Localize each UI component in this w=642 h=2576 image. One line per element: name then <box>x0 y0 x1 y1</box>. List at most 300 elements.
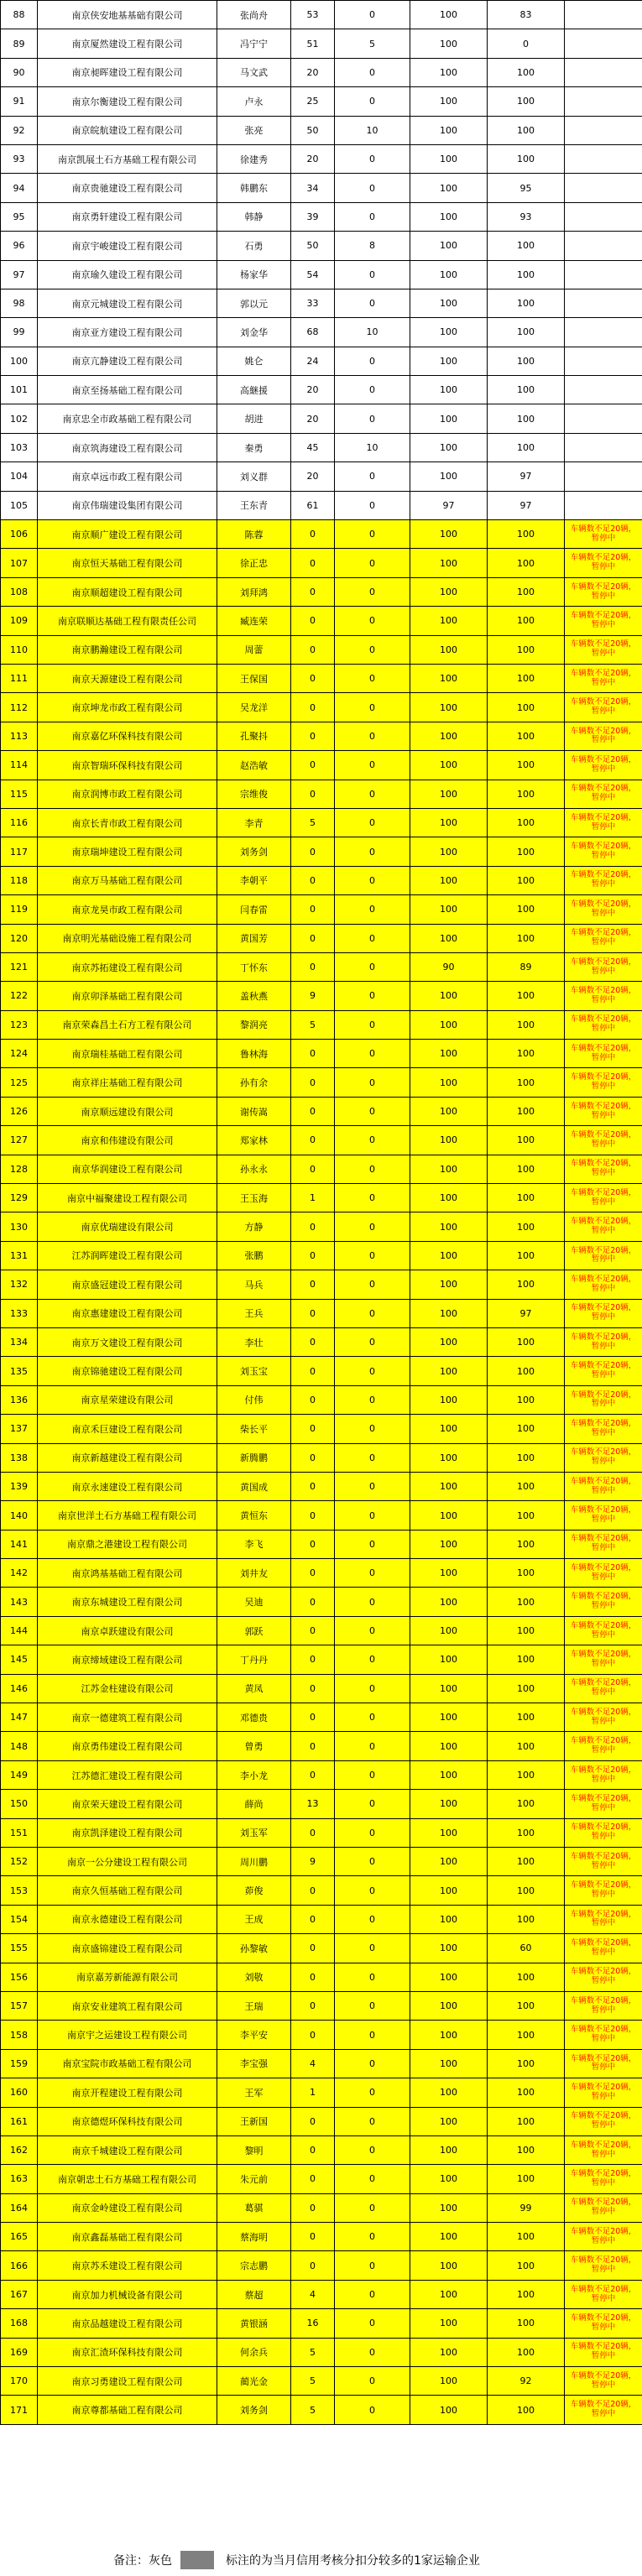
company-name: 南京宇之运建设工程有限公司 <box>38 2021 217 2049</box>
score-a: 100 <box>410 1443 488 1472</box>
table-row <box>1 751 642 780</box>
status-note: 车辆数不足20辆，暂停中 <box>565 952 642 981</box>
row-number: 88 <box>1 1 38 29</box>
score-b: 100 <box>488 1674 565 1703</box>
contact-person: 张尚舟 <box>217 1 291 29</box>
score-b: 100 <box>488 1760 565 1789</box>
deduction: 0 <box>335 174 410 202</box>
deduction: 0 <box>335 2396 410 2424</box>
status-note: 车辆数不足20辆，暂停中 <box>565 866 642 894</box>
row-number: 113 <box>1 722 38 750</box>
deduction: 0 <box>335 2223 410 2251</box>
score-b: 100 <box>488 722 565 750</box>
status-note: 车辆数不足20辆，暂停中 <box>565 751 642 780</box>
vehicle-count: 0 <box>291 1126 335 1155</box>
contact-person: 刘玉军 <box>217 1818 291 1847</box>
company-name: 南京世洋土石方基础工程有限公司 <box>38 1501 217 1530</box>
company-name: 南京勇伟建设工程有限公司 <box>38 1732 217 1760</box>
deduction: 0 <box>335 2165 410 2193</box>
contact-person: 石勇 <box>217 232 291 260</box>
contact-person: 胡进 <box>217 404 291 433</box>
table-row <box>1 1501 642 1530</box>
vehicle-count: 0 <box>291 1760 335 1789</box>
score-a: 100 <box>410 232 488 260</box>
deduction: 0 <box>335 808 410 837</box>
score-b: 100 <box>488 635 565 664</box>
contact-person: 刘务剑 <box>217 837 291 866</box>
contact-person: 柴长平 <box>217 1415 291 1443</box>
table-row <box>1 2309 642 2338</box>
company-name: 南京龙昊市政工程有限公司 <box>38 895 217 924</box>
row-number: 161 <box>1 2107 38 2135</box>
deduction: 0 <box>335 520 410 549</box>
status-note <box>565 29 642 58</box>
status-note: 车辆数不足20辆，暂停中 <box>565 635 642 664</box>
contact-person: 刘拜鸿 <box>217 577 291 606</box>
vehicle-count: 53 <box>291 1 335 29</box>
company-name: 南京习勇建设工程有限公司 <box>38 2367 217 2396</box>
vehicle-count: 0 <box>291 1097 335 1125</box>
table-row <box>1 491 642 519</box>
contact-person: 丁丹丹 <box>217 1645 291 1674</box>
score-a: 100 <box>410 1963 488 1991</box>
status-note: 车辆数不足20辆，暂停中 <box>565 1241 642 1270</box>
table-row <box>1 2107 642 2135</box>
score-a: 100 <box>410 2049 488 2078</box>
contact-person: 姚仑 <box>217 347 291 375</box>
status-note: 车辆数不足20辆，暂停中 <box>565 2107 642 2135</box>
deduction: 0 <box>335 2338 410 2366</box>
contact-person: 张亮 <box>217 116 291 144</box>
vehicle-count: 0 <box>291 1674 335 1703</box>
deduction: 0 <box>335 895 410 924</box>
table-row <box>1 1645 642 1674</box>
score-a: 97 <box>410 491 488 519</box>
row-number: 109 <box>1 607 38 635</box>
company-name: 南京贵驰建设工程有限公司 <box>38 174 217 202</box>
score-b: 100 <box>488 1559 565 1588</box>
table-row <box>1 144 642 173</box>
table-row <box>1 1616 642 1645</box>
vehicle-count: 0 <box>291 520 335 549</box>
company-name: 南京品越建设工程有限公司 <box>38 2309 217 2338</box>
contact-person: 冯宁宁 <box>217 29 291 58</box>
score-a: 100 <box>410 29 488 58</box>
score-b: 100 <box>488 1818 565 1847</box>
vehicle-count: 5 <box>291 1010 335 1039</box>
score-a: 100 <box>410 289 488 317</box>
row-number: 100 <box>1 347 38 375</box>
score-b: 100 <box>488 1848 565 1876</box>
score-a: 100 <box>410 1588 488 1616</box>
score-a: 100 <box>410 1068 488 1097</box>
contact-person: 丁怀东 <box>217 952 291 981</box>
vehicle-count: 0 <box>291 866 335 894</box>
score-a: 100 <box>410 2396 488 2424</box>
row-number: 143 <box>1 1588 38 1616</box>
deduction: 0 <box>335 1472 410 1500</box>
table-row <box>1 664 642 692</box>
row-number: 139 <box>1 1472 38 1500</box>
row-number: 164 <box>1 2193 38 2222</box>
score-b: 100 <box>488 2251 565 2280</box>
vehicle-count: 0 <box>291 780 335 808</box>
status-note: 车辆数不足20辆，暂停中 <box>565 1963 642 1991</box>
company-name: 南京苏拓建设工程有限公司 <box>38 952 217 981</box>
row-number: 170 <box>1 2367 38 2396</box>
table-row <box>1 2193 642 2222</box>
status-note: 车辆数不足20辆，暂停中 <box>565 664 642 692</box>
status-note: 车辆数不足20辆，暂停中 <box>565 2049 642 2078</box>
score-a: 100 <box>410 549 488 577</box>
score-a: 100 <box>410 1760 488 1789</box>
company-name: 南京鑫磊基础工程有限公司 <box>38 2223 217 2251</box>
table-row <box>1 1241 642 1270</box>
table-row <box>1 1385 642 1414</box>
deduction: 0 <box>335 664 410 692</box>
company-name: 南京华润建设工程有限公司 <box>38 1155 217 1183</box>
contact-person: 郑家林 <box>217 1126 291 1155</box>
company-name: 南京嘉亿环保科技有限公司 <box>38 722 217 750</box>
deduction: 0 <box>335 722 410 750</box>
company-name: 南京皖航建设工程有限公司 <box>38 116 217 144</box>
row-number: 115 <box>1 780 38 808</box>
vehicle-count: 0 <box>291 1299 335 1327</box>
status-note: 车辆数不足20辆，暂停中 <box>565 2251 642 2280</box>
table-row <box>1 2135 642 2164</box>
status-note <box>565 491 642 519</box>
row-number: 150 <box>1 1790 38 1818</box>
score-a: 100 <box>410 2193 488 2222</box>
company-name: 江苏金柱建设有限公司 <box>38 1674 217 1703</box>
score-a: 100 <box>410 318 488 347</box>
deduction: 10 <box>335 116 410 144</box>
score-b: 100 <box>488 693 565 722</box>
vehicle-count: 5 <box>291 2338 335 2366</box>
vehicle-count: 0 <box>291 1415 335 1443</box>
contact-person: 王瑞 <box>217 1991 291 2020</box>
status-note: 车辆数不足20辆，暂停中 <box>565 1126 642 1155</box>
row-number: 123 <box>1 1010 38 1039</box>
status-note <box>565 347 642 375</box>
score-a: 100 <box>410 1472 488 1500</box>
row-number: 157 <box>1 1991 38 2020</box>
company-name: 南京亢静建设工程有限公司 <box>38 347 217 375</box>
status-note: 车辆数不足20辆，暂停中 <box>565 1818 642 1847</box>
contact-person: 方静 <box>217 1212 291 1241</box>
company-name: 南京祥庄基础工程有限公司 <box>38 1068 217 1097</box>
status-note: 车辆数不足20辆，暂停中 <box>565 1443 642 1472</box>
score-b: 100 <box>488 1876 565 1905</box>
score-b: 100 <box>488 837 565 866</box>
deduction: 0 <box>335 1501 410 1530</box>
contact-person: 李壮 <box>217 1327 291 1356</box>
contact-person: 蔺光金 <box>217 2367 291 2396</box>
score-a: 100 <box>410 1876 488 1905</box>
vehicle-count: 0 <box>291 1991 335 2020</box>
vehicle-count: 20 <box>291 58 335 86</box>
table-row <box>1 1530 642 1558</box>
status-note: 车辆数不足20辆，暂停中 <box>565 520 642 549</box>
company-name: 南京恒天基础工程有限公司 <box>38 549 217 577</box>
company-name: 南京顺广建设工程有限公司 <box>38 520 217 549</box>
contact-person: 郭跃 <box>217 1616 291 1645</box>
row-number: 98 <box>1 289 38 317</box>
company-name: 南京安业建筑工程有限公司 <box>38 1991 217 2020</box>
vehicle-count: 0 <box>291 1068 335 1097</box>
status-note <box>565 58 642 86</box>
footer-text: 标注的为当月信用考核分扣分较多的1家运输企业 <box>226 2554 480 2568</box>
contact-person: 何余兵 <box>217 2338 291 2366</box>
company-name: 南京久恒基础工程有限公司 <box>38 1876 217 1905</box>
company-name: 南京荣森昌土石方工程有限公司 <box>38 1010 217 1039</box>
status-note: 车辆数不足20辆，暂停中 <box>565 722 642 750</box>
table-row <box>1 982 642 1010</box>
status-note: 车辆数不足20辆，暂停中 <box>565 1472 642 1500</box>
score-a: 100 <box>410 1559 488 1588</box>
score-b: 100 <box>488 2280 565 2308</box>
deduction: 0 <box>335 1530 410 1558</box>
table-row <box>1 202 642 231</box>
score-b: 100 <box>488 1530 565 1558</box>
row-number: 156 <box>1 1963 38 1991</box>
vehicle-count: 20 <box>291 462 335 491</box>
table-row <box>1 635 642 664</box>
row-number: 137 <box>1 1415 38 1443</box>
row-number: 171 <box>1 2396 38 2424</box>
contact-person: 马兵 <box>217 1270 291 1299</box>
table-row <box>1 87 642 116</box>
table-row <box>1 232 642 260</box>
deduction: 0 <box>335 693 410 722</box>
score-b: 89 <box>488 952 565 981</box>
deduction: 0 <box>335 347 410 375</box>
vehicle-count: 0 <box>291 722 335 750</box>
row-number: 167 <box>1 2280 38 2308</box>
company-name: 南京顺超建设工程有限公司 <box>38 577 217 606</box>
status-note: 车辆数不足20辆，暂停中 <box>565 808 642 837</box>
status-note: 车辆数不足20辆，暂停中 <box>565 1097 642 1125</box>
row-number: 106 <box>1 520 38 549</box>
score-a: 100 <box>410 520 488 549</box>
score-a: 100 <box>410 895 488 924</box>
row-number: 112 <box>1 693 38 722</box>
score-a: 100 <box>410 202 488 231</box>
company-name: 南京侠安地基基础有限公司 <box>38 1 217 29</box>
table-row <box>1 1 642 29</box>
score-b: 100 <box>488 1991 565 2020</box>
contact-person: 孔聚抖 <box>217 722 291 750</box>
vehicle-count: 51 <box>291 29 335 58</box>
vehicle-count: 45 <box>291 433 335 461</box>
score-a: 100 <box>410 1155 488 1183</box>
score-a: 100 <box>410 1385 488 1414</box>
company-name: 南京星荣建设有限公司 <box>38 1385 217 1414</box>
company-name: 南京和伟建设有限公司 <box>38 1126 217 1155</box>
score-b: 100 <box>488 232 565 260</box>
deduction: 0 <box>335 2367 410 2396</box>
row-number: 130 <box>1 1212 38 1241</box>
deduction: 0 <box>335 952 410 981</box>
company-name: 南京凯泽建设工程有限公司 <box>38 1818 217 1847</box>
score-a: 100 <box>410 1732 488 1760</box>
score-b: 100 <box>488 982 565 1010</box>
score-b: 100 <box>488 808 565 837</box>
vehicle-count: 20 <box>291 404 335 433</box>
vehicle-count: 0 <box>291 577 335 606</box>
table-row <box>1 404 642 433</box>
score-b: 100 <box>488 664 565 692</box>
vehicle-count: 0 <box>291 837 335 866</box>
row-number: 92 <box>1 116 38 144</box>
score-a: 100 <box>410 982 488 1010</box>
score-b: 100 <box>488 260 565 289</box>
company-name: 南京卓跃建设有限公司 <box>38 1616 217 1645</box>
table-row <box>1 29 642 58</box>
row-number: 111 <box>1 664 38 692</box>
contact-person: 盖秋燕 <box>217 982 291 1010</box>
score-a: 100 <box>410 1848 488 1876</box>
contact-person: 刘敬 <box>217 1963 291 1991</box>
table-row <box>1 2280 642 2308</box>
score-b: 100 <box>488 549 565 577</box>
score-a: 100 <box>410 577 488 606</box>
vehicle-count: 0 <box>291 1155 335 1183</box>
status-note: 车辆数不足20辆，暂停中 <box>565 1905 642 1933</box>
deduction: 0 <box>335 2280 410 2308</box>
score-a: 100 <box>410 2021 488 2049</box>
vehicle-count: 20 <box>291 376 335 404</box>
row-number: 169 <box>1 2338 38 2366</box>
status-note: 车辆数不足20辆，暂停中 <box>565 2135 642 2164</box>
vehicle-count: 0 <box>291 1040 335 1068</box>
row-number: 168 <box>1 2309 38 2338</box>
score-b: 100 <box>488 376 565 404</box>
vehicle-count: 0 <box>291 1270 335 1299</box>
row-number: 162 <box>1 2135 38 2164</box>
score-a: 100 <box>410 347 488 375</box>
table-row <box>1 1732 642 1760</box>
contact-person: 朱元前 <box>217 2165 291 2193</box>
vehicle-count: 0 <box>291 1616 335 1645</box>
table-row <box>1 1443 642 1472</box>
row-number: 91 <box>1 87 38 116</box>
score-b: 100 <box>488 607 565 635</box>
table-row <box>1 2078 642 2107</box>
table-row <box>1 895 642 924</box>
deduction: 0 <box>335 866 410 894</box>
score-a: 100 <box>410 376 488 404</box>
status-note: 车辆数不足20辆，暂停中 <box>565 1327 642 1356</box>
status-note: 车辆数不足20辆，暂停中 <box>565 1530 642 1558</box>
score-a: 100 <box>410 1241 488 1270</box>
company-name: 南京尔衡建设工程有限公司 <box>38 87 217 116</box>
company-name: 南京朝忠土石方基础工程有限公司 <box>38 2165 217 2193</box>
score-b: 100 <box>488 318 565 347</box>
company-name: 南京一德建筑工程有限公司 <box>38 1703 217 1732</box>
score-a: 100 <box>410 2367 488 2396</box>
score-b: 100 <box>488 1327 565 1356</box>
table-row <box>1 260 642 289</box>
contact-person: 杨家华 <box>217 260 291 289</box>
footer-note <box>0 2544 642 2576</box>
table-row <box>1 1010 642 1039</box>
score-a: 100 <box>410 1097 488 1125</box>
score-b: 100 <box>488 1616 565 1645</box>
table-row <box>1 2223 642 2251</box>
score-a: 100 <box>410 1703 488 1732</box>
deduction: 0 <box>335 982 410 1010</box>
contact-person: 周蕾 <box>217 635 291 664</box>
company-name: 南京东城建设工程有限公司 <box>38 1588 217 1616</box>
score-a: 100 <box>410 1126 488 1155</box>
vehicle-count: 0 <box>291 1559 335 1588</box>
contact-person: 孙有余 <box>217 1068 291 1097</box>
row-number: 103 <box>1 433 38 461</box>
vehicle-count: 0 <box>291 1963 335 1991</box>
table-row <box>1 2021 642 2049</box>
deduction: 0 <box>335 144 410 173</box>
deduction: 0 <box>335 1299 410 1327</box>
contact-person: 韩鹏东 <box>217 174 291 202</box>
contact-person: 刘义群 <box>217 462 291 491</box>
contact-person: 李青 <box>217 808 291 837</box>
status-note: 车辆数不足20辆，暂停中 <box>565 1299 642 1327</box>
contact-person: 蔡超 <box>217 2280 291 2308</box>
deduction: 0 <box>335 2309 410 2338</box>
row-number: 165 <box>1 2223 38 2251</box>
table-row <box>1 1097 642 1125</box>
contact-person: 高継援 <box>217 376 291 404</box>
deduction: 0 <box>335 1963 410 1991</box>
company-name: 江苏德汇建设工程有限公司 <box>38 1760 217 1789</box>
score-a: 100 <box>410 1184 488 1212</box>
company-name: 南京盛锦建设工程有限公司 <box>38 1934 217 1963</box>
status-note: 车辆数不足20辆，暂停中 <box>565 1848 642 1876</box>
row-number: 166 <box>1 2251 38 2280</box>
company-name: 南京明光基础设施工程有限公司 <box>38 924 217 952</box>
status-note: 车辆数不足20辆，暂停中 <box>565 1645 642 1674</box>
status-note: 车辆数不足20辆，暂停中 <box>565 1184 642 1212</box>
score-b: 100 <box>488 116 565 144</box>
status-note: 车辆数不足20辆，暂停中 <box>565 607 642 635</box>
deduction: 0 <box>335 376 410 404</box>
table-row <box>1 1472 642 1500</box>
status-note <box>565 289 642 317</box>
score-b: 99 <box>488 2193 565 2222</box>
company-name: 南京卯泽基础工程有限公司 <box>38 982 217 1010</box>
contact-person: 刘井友 <box>217 1559 291 1588</box>
contact-person: 黄国成 <box>217 1472 291 1500</box>
vehicle-count: 0 <box>291 664 335 692</box>
vehicle-count: 1 <box>291 1184 335 1212</box>
score-b: 100 <box>488 1588 565 1616</box>
status-note: 车辆数不足20辆，暂停中 <box>565 1415 642 1443</box>
vehicle-count: 0 <box>291 2251 335 2280</box>
vehicle-count: 4 <box>291 2280 335 2308</box>
table-row <box>1 1155 642 1183</box>
company-name: 南京润博市政工程有限公司 <box>38 780 217 808</box>
score-b: 100 <box>488 1501 565 1530</box>
table-row <box>1 2251 642 2280</box>
table-body <box>1 1 642 2425</box>
deduction: 0 <box>335 924 410 952</box>
row-number: 108 <box>1 577 38 606</box>
deduction: 0 <box>335 1068 410 1097</box>
row-number: 142 <box>1 1559 38 1588</box>
row-number: 116 <box>1 808 38 837</box>
company-name: 南京卓远市政工程有限公司 <box>38 462 217 491</box>
